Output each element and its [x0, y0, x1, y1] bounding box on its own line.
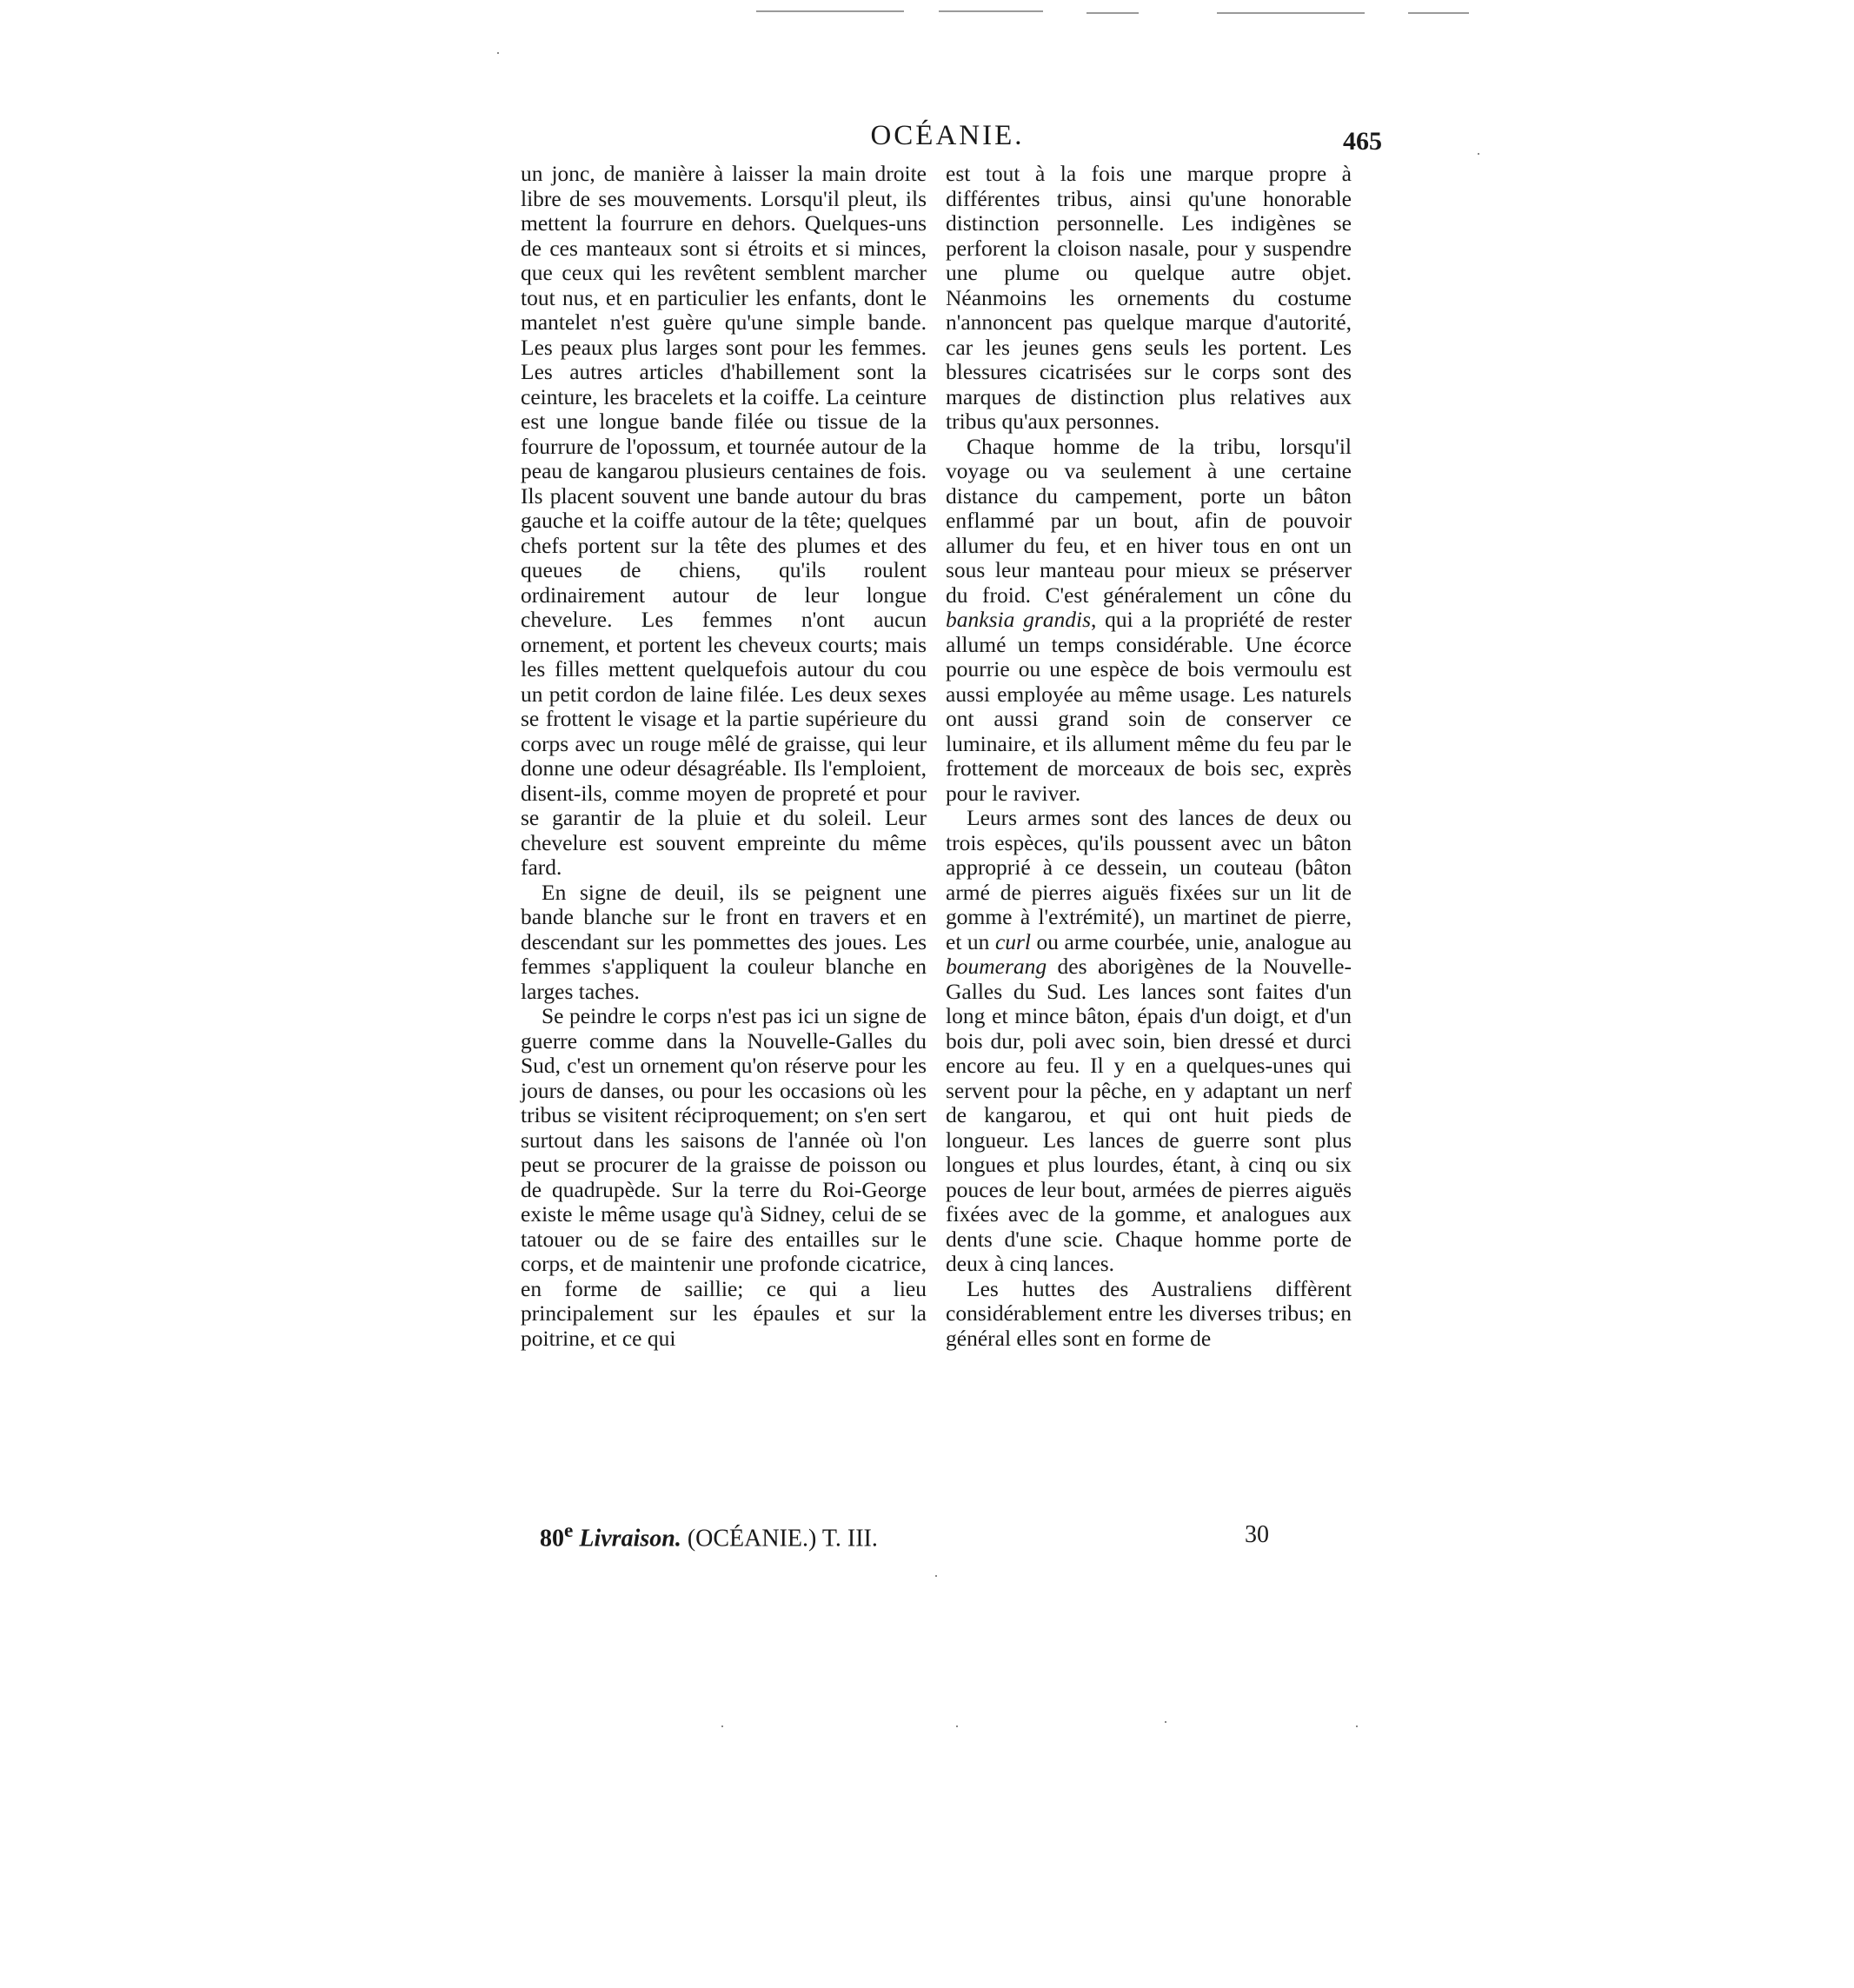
scan-speck — [1478, 153, 1479, 155]
signature-number: 80 — [540, 1525, 564, 1553]
paragraph: est tout à la fois une marque propre à différentes tribus, ainsi qu'une honorable distinction personnelle. Les indigènes se perforent la cloison nasale, pour y suspendre une plume ou quelque autre objet. Néanmoins les ornements du costume n'annoncent pas quelque marque d'autorité, car les jeunes gens seuls les portent. Les blessures cicatrisées sur le corps sont des marques de distinction plus relatives aux tribus qu'aux personnes. — [946, 161, 1352, 434]
book-page — [513, 113, 1382, 1582]
scan-speck — [497, 52, 499, 54]
paragraph: un jonc, de manière à laisser la main droite libre de ses mouvements. Lorsqu'il pleut, ils mettent la fourrure en dehors. Quelques-uns de ces manteaux sont si étroits et si minces, que ceux qui les revêtent semblent marcher tout nus, et en particulier les enfants, dont le mantelet n'est guère qu'une simple bande. Les peaux plus larges sont pour les femmes. Les autres articles d'habillement sont la ceinture, les bracelets et la coiffe. La ceinture est une longue bande filée ou tissue de la fourrure de l'opossum, et tournée autour de la peau de kangarou plusieurs centaines de fois. Ils placent souvent une bande autour du bras gauche et la coiffe autour de la tête; quelques chefs portent sur la tête des plumes et des queues de chiens, qu'ils roulent ordinairement autour de leur longue chevelure. Les femmes n'ont aucun ornement, et portent les cheveux courts; mais les filles mettent quelquefois autour du cou un petit cordon de laine filée. Les deux sexes se frottent le visage et la partie supérieure du corps avec un rouge mêlé de graisse, qui leur donne une odeur désagréable. Ils l'emploient, disent-ils, comme moyen de propreté et pour se garantir de la pluie et du soleil. Leur chevelure est souvent empreinte du même fard. — [521, 161, 927, 880]
sheet-number: 30 — [1245, 1521, 1269, 1548]
scan-edge-line-top — [1408, 12, 1469, 14]
scan-speck — [1165, 1721, 1166, 1723]
italic-term: boumerang — [946, 954, 1047, 979]
paragraph — [946, 435, 1352, 807]
italic-term: banksia grandis — [946, 607, 1092, 632]
signature-line — [540, 1519, 878, 1553]
running-title: OCÉANIE. — [870, 120, 1025, 151]
running-head — [513, 113, 1382, 165]
paragraph-text: des aborigènes de la Nouvelle-Galles du Sud. Les lances sont faites d'un long et mince bâton, épais d'un doigt, et d'un bois dur, poli avec soin, bien dressé et durci encore au feu. Il y en a quelques-unes qui servent pour la pêche, en y adaptant un nerf de kangarou, et qui ont huit pieds de longueur. Les lances de guerre sont plus longues et plus lourdes, étant, à cinq ou six pouces de leur bout, armées de pierres aiguës fixées avec de la gomme, et analogues aux dents d'une scie. Chaque homme porte de deux à cinq lances. — [946, 954, 1352, 1276]
signature-volume: (OCÉANIE.) T. III. — [687, 1525, 878, 1553]
paragraph-text: , qui a la propriété de rester allumé un temps considérable. Une écorce pourrie ou une espèce de bois vermoulu est aussi employée au même usage. Les naturels ont aussi grand soin de conserver ce luminaire, et ils allument même du feu par le frottement de morceaux de bois sec, exprès pour le raviver. — [946, 607, 1352, 806]
scan-edge-line-top — [1086, 12, 1139, 14]
italic-term: curl — [994, 928, 1032, 954]
paragraph-text: ou arme courbée, unie, analogue au — [1031, 928, 1352, 954]
scan-speck — [721, 1725, 723, 1727]
scan-speck — [956, 1725, 958, 1727]
paragraph: Se peindre le corps n'est pas ici un signe de guerre comme dans la Nouvelle-Galles du Sud, c'est un ornement qu'on réserve pour les jours de danses, ou pour les occasions où les tribus se visitent réciproquement; on s'en sert surtout dans les saisons de l'année où l'on peut se procurer de la graisse de poisson ou de quadrupède. Sur la terre du Roi-George existe le même usage qu'à Sidney, celui de se tatouer ou de se faire des entailles sur le corps, et de maintenir une profonde cicatrice, en forme de saillie; ce qui a lieu principalement sur les épaules et sur la poitrine, et ce qui — [521, 1003, 927, 1351]
scan-edge-line-top — [756, 10, 904, 12]
scan-edge-line-top — [1217, 12, 1365, 14]
paragraph-text: Chaque homme de la tribu, lorsqu'il voyage ou va seulement à une certaine distance du campement, porte un bâton enflammé par un bout, afin de pouvoir allumer du feu, et en hiver tous en ont un sous leur manteau pour mieux se préserver du froid. C'est généralement un cône du — [946, 433, 1352, 608]
paragraph — [946, 806, 1352, 1277]
signature-superscript: e — [564, 1519, 574, 1542]
paragraph: Les huttes des Australiens diffèrent considérablement entre les diverses tribus; en général elles sont en forme de — [946, 1275, 1352, 1351]
paragraph-text: Leurs armes sont des lances de deux ou trois espèces, qu'ils poussent avec un bâton approprié à ce dessein, un couteau (bâton armé de pierres aiguës fixées sur un lit de gomme à l'extrémité), un martinet de pierre, et un — [946, 805, 1352, 954]
text-column-right — [946, 162, 1352, 1351]
scan-speck — [1356, 1725, 1358, 1727]
page-number: 465 — [1343, 127, 1382, 156]
page-footer — [513, 1519, 1382, 1563]
signature-word: Livraison. — [579, 1525, 681, 1553]
scan-edge-line-top — [939, 10, 1043, 12]
text-column-left — [521, 162, 927, 1351]
paragraph: En signe de deuil, ils se peignent une bande blanche sur le front en travers et en descendant sur les pommettes des joues. Les femmes s'appliquent la couleur blanche en larges taches. — [521, 879, 927, 1004]
